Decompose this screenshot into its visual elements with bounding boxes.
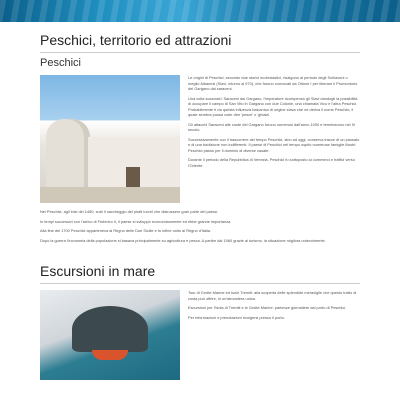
section2-paragraph-3: Per informazioni e prenotazioni rivolgersi presso il porto.	[188, 314, 285, 320]
section1-paragraph-2: Una volta scacciati i Saraceni dal Gargano, l'imperatore ricompensò gli Slavi dandogli la possibilità di occupare il campo di San Vito in Gargano con due Colonie, una chiamata Vico e l'altra Peschici. Probabilmente è da questa influenza balcanica di origine slava che ne deriva il nome Peschici, il quale sembra possa voler dire 'pesce' o 'ghiaia'.	[188, 95, 358, 117]
section2-paragraph-2: Escursioni per l'Isola di Tremiti e le Grotte Marine: partenze giornaliere dal porto di Peschici.	[188, 305, 347, 310]
section-heading-escursioni: Escursioni in mare	[40, 263, 360, 284]
ground-shape	[40, 187, 180, 203]
section-heading-peschici: Peschici	[40, 57, 81, 69]
sea-cave-image	[40, 290, 180, 380]
castle-door-shape	[126, 167, 140, 189]
section2-text	[188, 290, 360, 380]
cave-shape	[72, 306, 148, 352]
section1-cont-paragraph-3: Alla fine del 1700 Peschici apparteneva al Regno delle Due Sicilie e fu infine unito al Regno d'Italia.	[40, 228, 211, 233]
castle-image	[40, 75, 180, 203]
boat-shape	[92, 350, 128, 360]
page-title: Peschici, territorio ed attrazioni	[40, 32, 360, 53]
section-gap	[40, 247, 360, 253]
section1-paragraph-5: Durante il periodo della Repubblica di Venezia, Peschici fu sottoposto ai commerci e traffici verso l'Oriente.	[188, 157, 355, 168]
section1-continued-text	[40, 209, 360, 243]
section2-paragraph-1: Tour di Grotte Marine ed Isole Tremiti: alla scoperta delle splendide meraviglie che questo tratto di costa può offrire, in un'atmosfera unica.	[188, 290, 357, 301]
section1-paragraph-1: Le origini di Peschici, secondo due storici ecclesiastici, risalgono al periodo degli Schiavoni o meglio Albanesi (Slavi, intorno al 970), che furono convocati da Ottone I per liberare il Promontorio del Gargano dai saraceni.	[188, 75, 358, 91]
section1-paragraph-4: Successivamente con il trascorrere del tempo Peschici, sino ad oggi, conserva tracce di un passato e di una tradizione non indifferenti. Il paese di Peschici nel tempo ospitò numerose famiglie illustri. Peschici passò per il dominio di diverse casate.	[188, 136, 360, 153]
castle-tower-shape	[46, 119, 90, 189]
section1-cont-paragraph-4: Dopo la guerra l'economia della popolazione si basava principalmente su agricoltura e pesca. A partire dal 1960 grazie al turismo, la situazione migliora notevolmente.	[40, 237, 326, 243]
page-content	[0, 32, 400, 380]
section1-cont-paragraph-2: In tempi successivi con l'arrivo di Federico II, il paese si sviluppò economicamente ed ebbe grande importanza.	[40, 218, 232, 224]
section1-cont-paragraph-1: Nel Peschici, agli inizi del 1480, subì il saccheggio dei pirati turchi che distrussero gran parte del paese.	[40, 209, 219, 214]
section1-row	[40, 75, 360, 203]
section2-row	[40, 290, 360, 380]
section1-text	[188, 75, 360, 203]
section1-paragraph-3: Gli attacchi Saraceni alle coste del Gargano furono numerosi dall'anno 1000 e terminarono nel IV secolo.	[188, 121, 356, 132]
header-banner	[0, 0, 400, 22]
